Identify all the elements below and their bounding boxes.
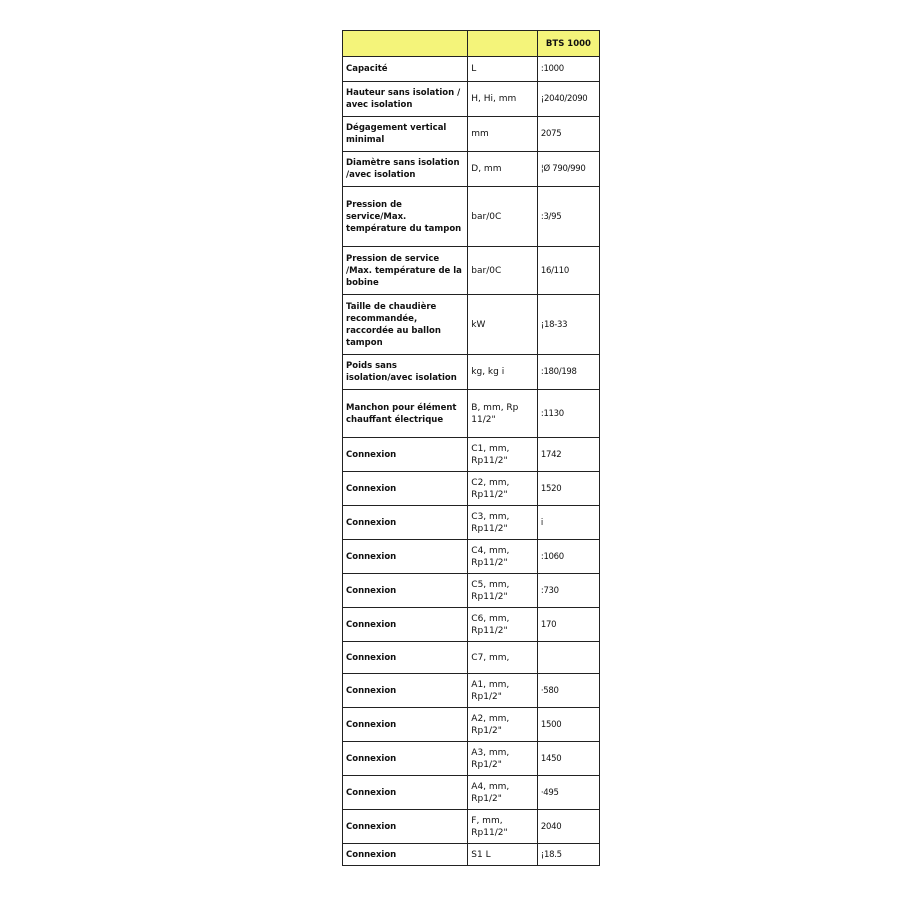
row-label: Taille de chaudière recommandée, raccordée au ballon tampon xyxy=(343,295,468,355)
table-row xyxy=(343,390,600,438)
row-label: Connexion xyxy=(343,472,468,506)
row-unit: kg, kg i xyxy=(468,355,538,390)
row-label: Connexion xyxy=(343,742,468,776)
row-label: Connexion xyxy=(343,844,468,866)
row-value: :1000 xyxy=(537,57,599,82)
row-label: Connexion xyxy=(343,608,468,642)
table-row xyxy=(343,355,600,390)
row-label: Connexion xyxy=(343,810,468,844)
table-row xyxy=(343,776,600,810)
row-unit: H, Hi, mm xyxy=(468,82,538,117)
table-row xyxy=(343,472,600,506)
table-row xyxy=(343,844,600,866)
row-unit: A4, mm, Rp1/2" xyxy=(468,776,538,810)
row-unit: bar/0C xyxy=(468,187,538,247)
row-value: ·495 xyxy=(537,776,599,810)
row-value: i xyxy=(537,506,599,540)
table-row xyxy=(343,117,600,152)
row-value: 170 xyxy=(537,608,599,642)
row-unit: C7, mm, xyxy=(468,642,538,674)
row-value: ·580 xyxy=(537,674,599,708)
row-value: ¡2040/2090 xyxy=(537,82,599,117)
row-value: 1450 xyxy=(537,742,599,776)
row-unit: C3, mm, Rp11/2" xyxy=(468,506,538,540)
row-value: :1130 xyxy=(537,390,599,438)
row-value: 2040 xyxy=(537,810,599,844)
row-value: 1742 xyxy=(537,438,599,472)
header-cell-unit xyxy=(468,31,538,57)
row-unit: C6, mm, Rp11/2" xyxy=(468,608,538,642)
row-label: Connexion xyxy=(343,540,468,574)
row-label: Pression de service /Max. température de la bobine xyxy=(343,247,468,295)
table-row xyxy=(343,642,600,674)
row-unit: mm xyxy=(468,117,538,152)
table-row xyxy=(343,608,600,642)
row-label: Dégagement vertical minimal xyxy=(343,117,468,152)
table-header-row xyxy=(343,31,600,57)
row-unit: A1, mm, Rp1/2" xyxy=(468,674,538,708)
row-label: Connexion xyxy=(343,438,468,472)
table-row xyxy=(343,708,600,742)
row-value: ¡18.5 xyxy=(537,844,599,866)
row-label: Connexion xyxy=(343,708,468,742)
row-value: 16/110 xyxy=(537,247,599,295)
row-label: Diamètre sans isolation /avec isolation xyxy=(343,152,468,187)
row-unit: C5, mm, Rp11/2" xyxy=(468,574,538,608)
row-value: :730 xyxy=(537,574,599,608)
row-unit: B, mm, Rp 11/2" xyxy=(468,390,538,438)
table-row xyxy=(343,295,600,355)
row-unit: C4, mm, Rp11/2" xyxy=(468,540,538,574)
row-label: Connexion xyxy=(343,506,468,540)
row-unit: C2, mm, Rp11/2" xyxy=(468,472,538,506)
row-unit: C1, mm, Rp11/2" xyxy=(468,438,538,472)
row-unit: S1 L xyxy=(468,844,538,866)
row-unit: L xyxy=(468,57,538,82)
row-unit: A2, mm, Rp1/2" xyxy=(468,708,538,742)
row-value: ¡18-33 xyxy=(537,295,599,355)
table-row xyxy=(343,742,600,776)
row-label: Poids sans isolation/avec isolation xyxy=(343,355,468,390)
table-row xyxy=(343,810,600,844)
header-cell-model: BTS 1000 xyxy=(537,31,599,57)
row-label: Capacité xyxy=(343,57,468,82)
row-value xyxy=(537,642,599,674)
header-cell-label xyxy=(343,31,468,57)
table-row xyxy=(343,57,600,82)
row-unit: bar/0C xyxy=(468,247,538,295)
row-label: Pression de service/Max. température du tampon xyxy=(343,187,468,247)
row-label: Connexion xyxy=(343,574,468,608)
table-row xyxy=(343,152,600,187)
row-label: Connexion xyxy=(343,642,468,674)
row-value: :180/198 xyxy=(537,355,599,390)
table-row xyxy=(343,438,600,472)
table-row xyxy=(343,187,600,247)
row-unit: F, mm, Rp11/2" xyxy=(468,810,538,844)
row-value: :3/95 xyxy=(537,187,599,247)
table-row xyxy=(343,82,600,117)
row-label: Manchon pour élément chauffant électrique xyxy=(343,390,468,438)
row-label: Hauteur sans isolation / avec isolation xyxy=(343,82,468,117)
row-unit: kW xyxy=(468,295,538,355)
table-row xyxy=(343,574,600,608)
row-unit: A3, mm, Rp1/2" xyxy=(468,742,538,776)
row-value: 1500 xyxy=(537,708,599,742)
row-value: 2075 xyxy=(537,117,599,152)
row-value: ¦Ø 790/990 xyxy=(537,152,599,187)
table-row xyxy=(343,247,600,295)
table-row xyxy=(343,540,600,574)
row-unit: D, mm xyxy=(468,152,538,187)
spec-table xyxy=(342,30,600,866)
row-value: :1060 xyxy=(537,540,599,574)
row-value: 1520 xyxy=(537,472,599,506)
table-row xyxy=(343,506,600,540)
table-row xyxy=(343,674,600,708)
row-label: Connexion xyxy=(343,674,468,708)
row-label: Connexion xyxy=(343,776,468,810)
